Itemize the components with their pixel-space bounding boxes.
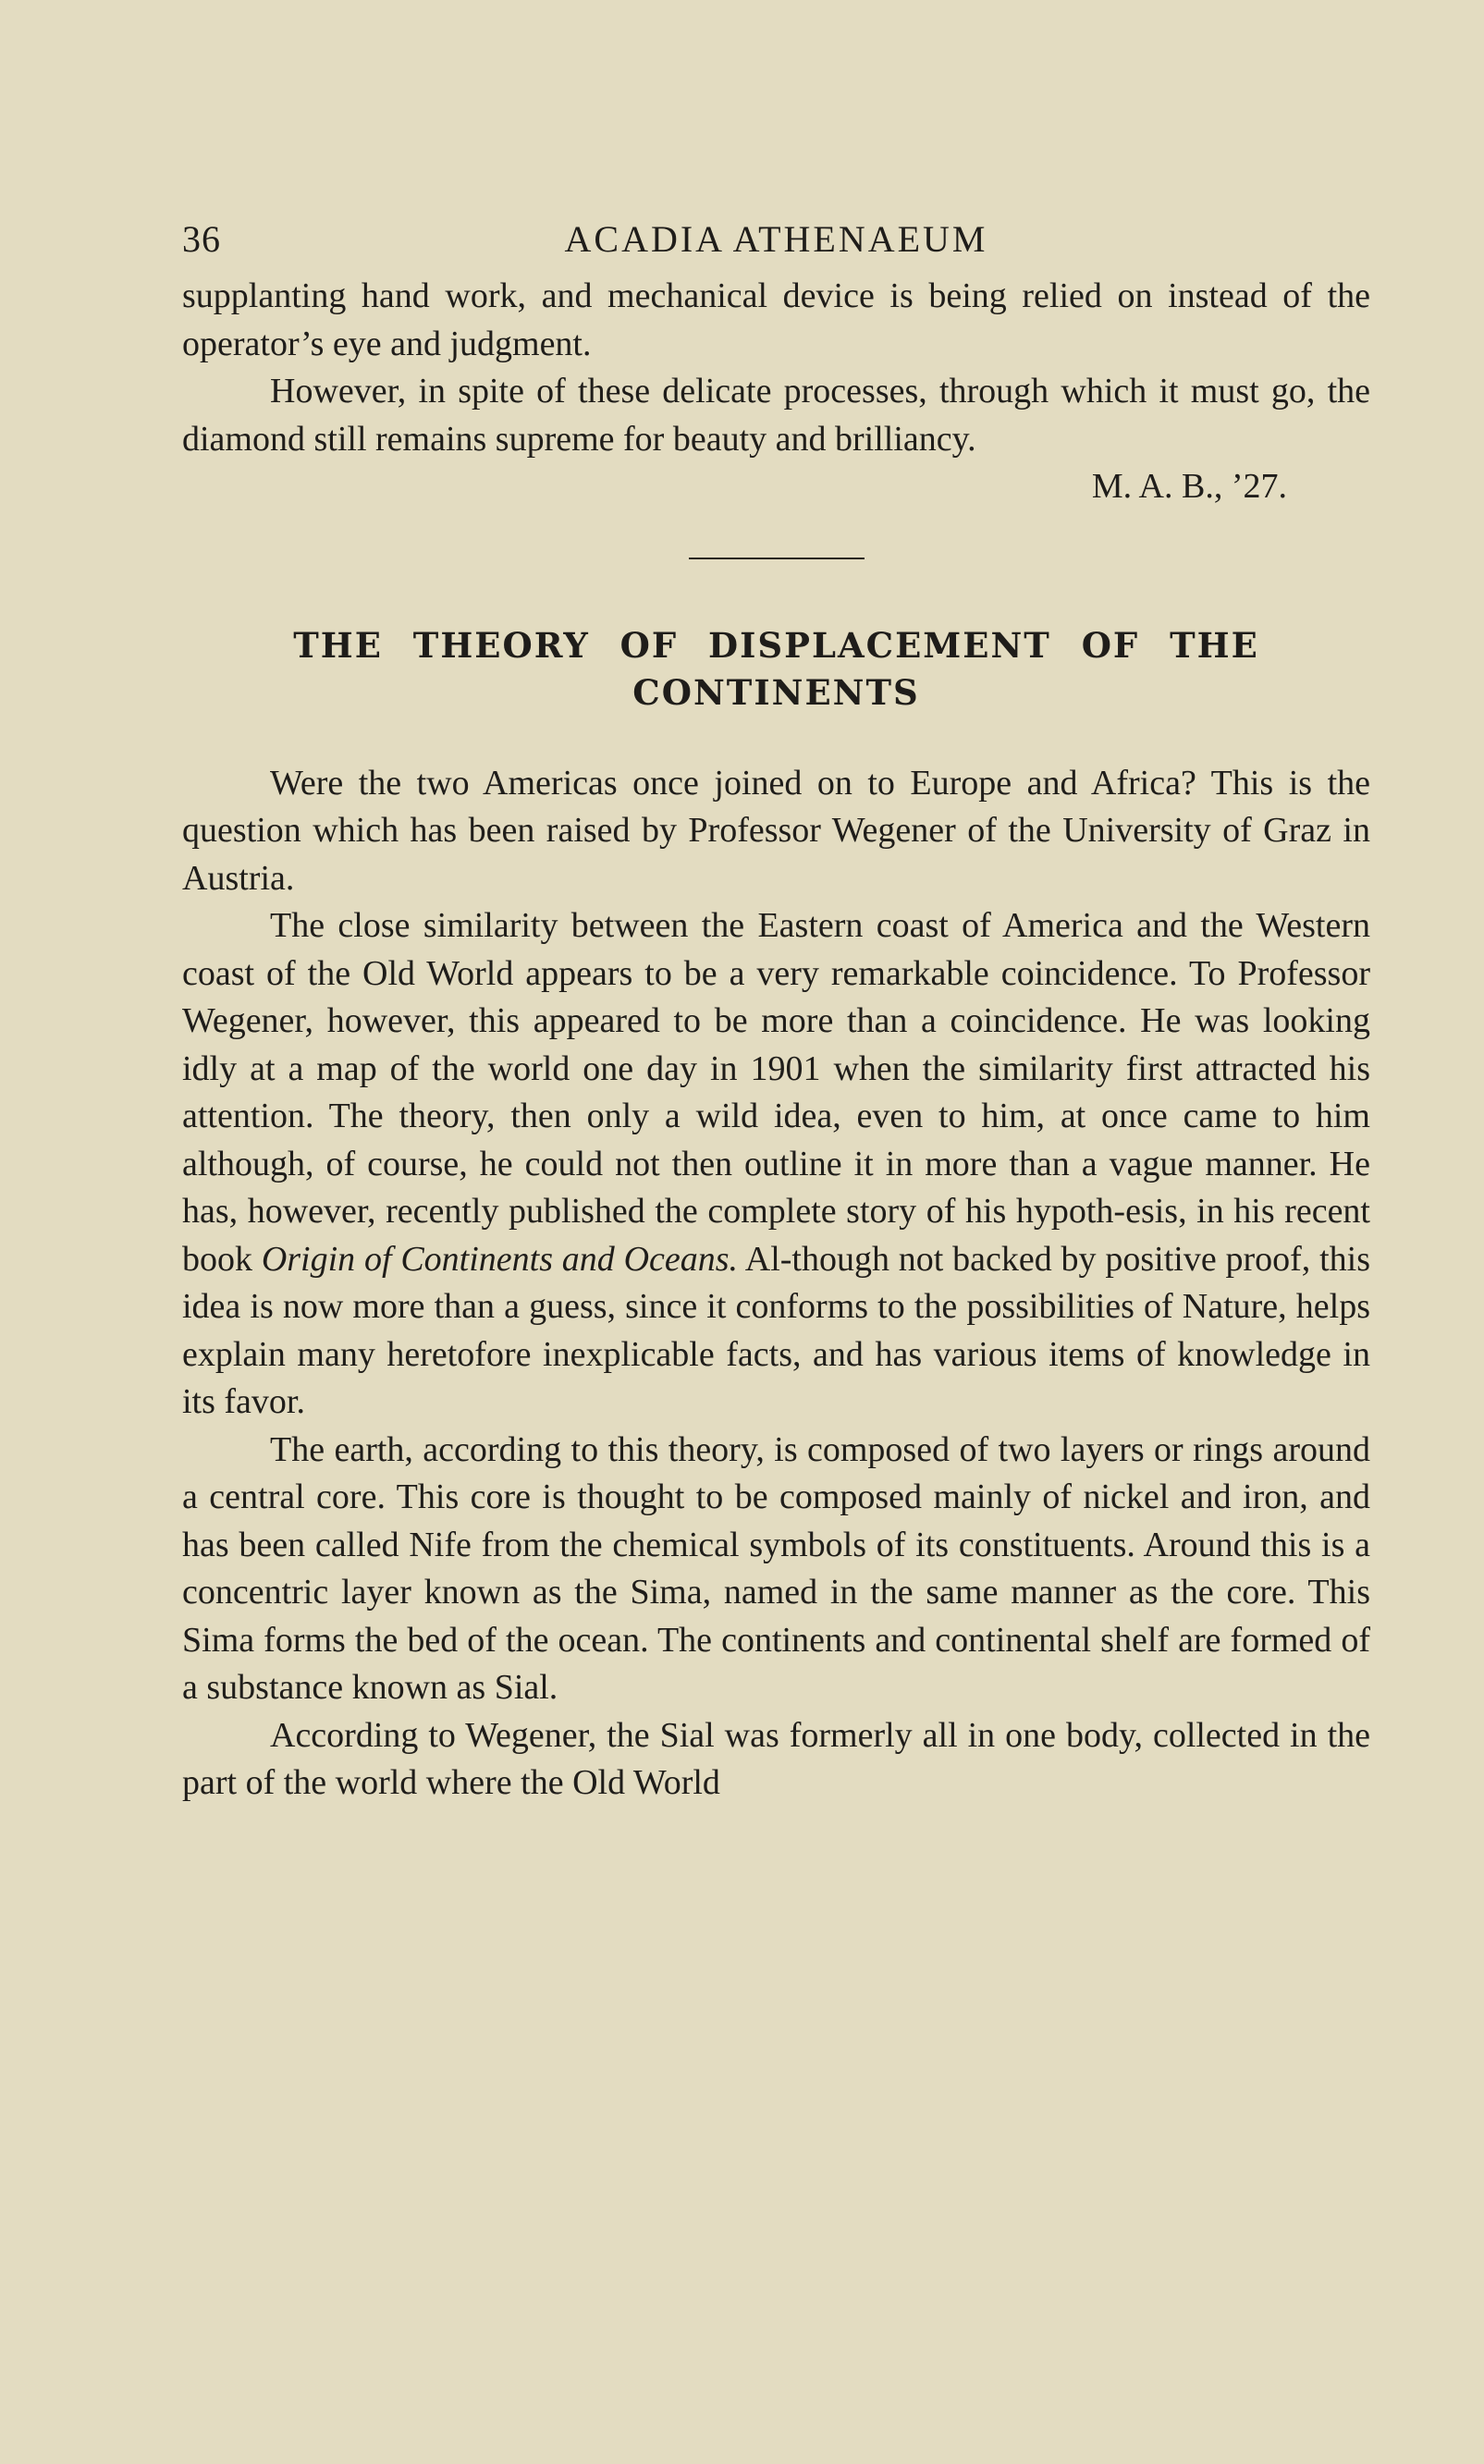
paragraph: Were the two Americas once joined on to Europe and Africa? This is the question which has been raised by Professor Wegener of the University of Graz in Austria.	[182, 763, 1370, 898]
paragraph: The earth, according to this theory, is composed of two layers or rings around a central core. This core is thought to be composed mainly of nickel and iron, and has been called Nife from the chemical symbols of its constituents. Around this is a concentric layer known as the Sima, named in the same manner as the core. This Sima forms the bed of the ocean. The continents and continental shelf are formed of a substance known as Sial.	[182, 1429, 1370, 1707]
paragraph-text: The close similarity between the Eastern coast of America and the Western coast of the Old World appears to be a very remarkable coincidence. To Professor Wegener, however, this appeared to be more than a coincidence. He was looking idly at a map of the world one day in 1901 when the similarity first attracted his attention. The theory, then only a wild idea, even to him, at once came to him although, of course, he could not then outline it in more than a vague manner. He has, however, recently published the complete story of his hypoth-esis, in his recent book	[182, 906, 1370, 1279]
journal-title: ACADIA ATHENAEUM	[564, 218, 988, 260]
author-signature: M. A. B., ’27.	[1091, 467, 1287, 506]
paragraph: supplanting hand work, and mechanical device is being relied on instead of the operator’s eye and judgment.	[182, 276, 1370, 363]
article-title: THE THEORY OF DISPLACEMENT OF THE CONTINENTS	[293, 624, 1259, 713]
page-content	[182, 217, 1370, 1808]
paragraph: However, in spite of these delicate processes, through which it must go, the diamond still remains supreme for beauty and brilliancy.	[182, 372, 1370, 459]
running-head	[182, 217, 1370, 273]
page-number: 36	[182, 218, 221, 260]
previous-article-end	[182, 273, 1370, 463]
paragraph: According to Wegener, the Sial was formerly all in one body, collected in the part of the world where the Old World	[182, 1715, 1370, 1802]
section-divider	[689, 558, 865, 559]
article-body	[182, 760, 1370, 1808]
paragraph-text: Al-though not backed by positive proof, this idea is now more than a guess, since it conforms to the possibilities of Nature, helps explain many heretofore inexplicable facts, and has various items of knowledge in its favor.	[182, 1239, 1371, 1421]
book-title: Origin of Continents and Oceans.	[261, 1239, 739, 1279]
paragraph	[182, 902, 1370, 1427]
